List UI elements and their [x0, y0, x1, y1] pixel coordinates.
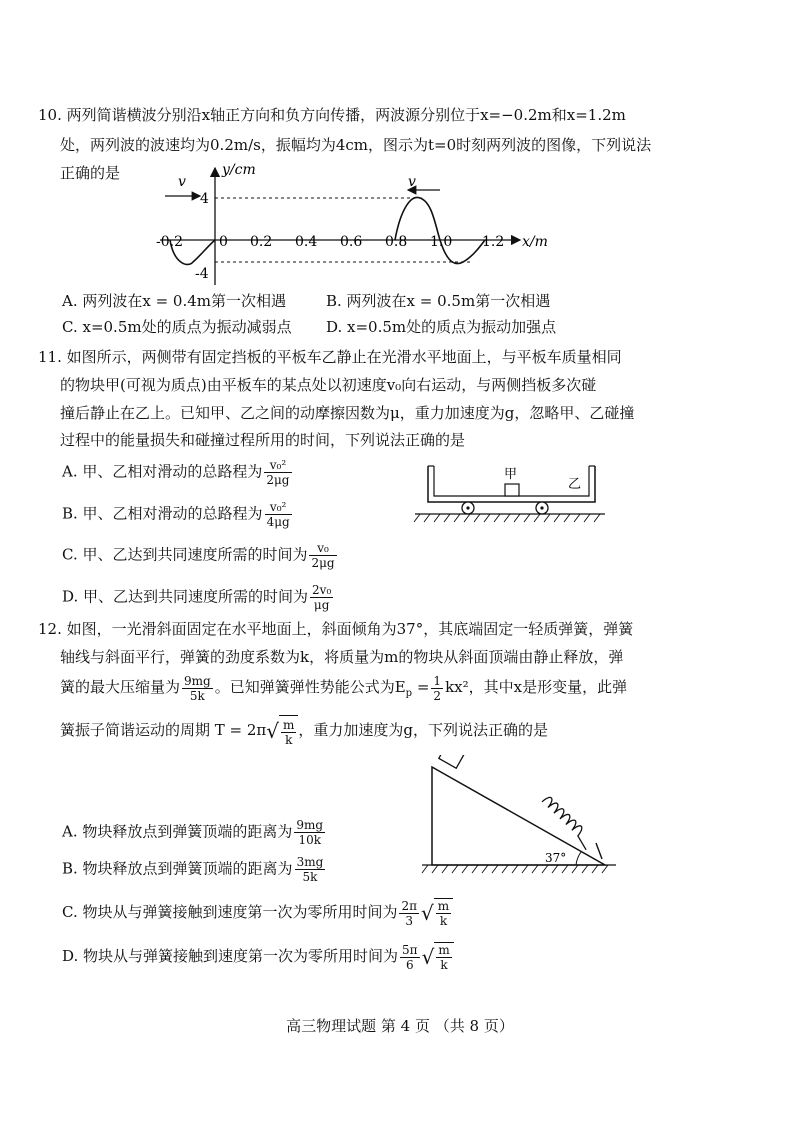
q12-line4: 簧振子简谐运动的周期 T = 2π√ $\frac{m}{k}$ ，重力加速度为g，下列说法正确的是: [60, 715, 548, 747]
q12-line3: [60, 673, 627, 708]
frac-den: k: [439, 914, 448, 928]
q11-option-b: [62, 500, 294, 529]
q11-line1: 11. 如图所示，两侧带有固定挡板的平板车乙静止在光滑水平地面上，与平板车质量相同: [38, 348, 622, 366]
frac-num: 9mg: [184, 673, 211, 688]
frac-den: 6: [405, 957, 414, 972]
option-text: D. 物块从与弹簧接触到速度第一次为零所用时间为: [62, 947, 399, 965]
v-right-label: v: [408, 174, 416, 190]
v-left-label: v: [178, 174, 186, 190]
frac-num: v₀²: [265, 500, 292, 515]
x-tick-label: 1.0: [430, 234, 453, 250]
frac-den: 2: [433, 688, 442, 703]
q12-option-d: D. 物块从与弹簧接触到速度第一次为零所用时间为 $\frac{5\pi}{6}$ √ $\frac{m}{k}$: [62, 942, 454, 972]
sliding-block: [439, 755, 464, 768]
frac-num: 9mg: [296, 818, 324, 832]
q12-option-b: [62, 855, 327, 884]
q12-incline-figure: [420, 755, 620, 875]
angle-label: 37°: [545, 851, 567, 865]
text-segment: kx²，其中x是形变量，此弹: [445, 678, 628, 696]
frac-den: 4μg: [266, 515, 290, 529]
block-jia-label: 甲: [504, 467, 518, 482]
option-text: C. 物块从与弹簧接触到速度第一次为零所用时间为: [62, 903, 398, 921]
option-text: C. 甲、乙达到共同速度所需的时间为: [62, 545, 308, 564]
q10-line1: 10. 两列简谐横波分别沿x轴正方向和负方向传播，两波源分别位于x=−0.2m和x=1.2m: [38, 106, 626, 124]
frac-den: k: [440, 958, 448, 972]
frac-den: μg: [313, 598, 330, 612]
q10-wave-graph: [150, 160, 570, 290]
q11-line2: 的物块甲(可视为质点)由平板车的某点处以初速度v₀向右运动，与两侧挡板多次碰: [60, 376, 597, 394]
q10-option-d: D. x=0.5m处的质点为振动加强点: [326, 318, 557, 336]
frac-num: m: [438, 943, 450, 957]
page-footer: 高三物理试题 第 4 页 （共 8 页）: [286, 1017, 514, 1035]
x-tick-label: 0.8: [385, 234, 408, 250]
cart-yi-label: 乙: [568, 477, 582, 492]
q12-line2: 轴线与斜面平行，弹簧的劲度系数为k，将质量为m的物块从斜面顶端由静止释放，弹: [60, 648, 624, 666]
frac-num: m: [437, 899, 450, 913]
option-text: B. 甲、乙相对滑动的总路程为: [62, 504, 263, 523]
q10-line3: 正确的是: [60, 164, 121, 182]
frac-den: 10k: [298, 833, 321, 847]
y-axis-label: y/cm: [222, 162, 256, 178]
text-segment: 簧振子简谐运动的周期 T = 2π: [60, 721, 267, 739]
frac-den: 2μg: [311, 556, 335, 570]
frac-den: 2μg: [266, 473, 290, 487]
frac-num: 2v₀: [312, 583, 332, 597]
q10-option-c: C. x=0.5m处的质点为振动减弱点: [62, 318, 292, 336]
q11-option-c: [62, 541, 339, 570]
incline: [432, 767, 605, 865]
subscript: p: [405, 688, 413, 699]
spring: [532, 795, 600, 850]
text-segment: =: [412, 678, 430, 696]
x-tick-label: 0.4: [295, 234, 318, 250]
q12-option-c: C. 物块从与弹簧接触到速度第一次为零所用时间为 $\frac{2\pi}{3}$ √ $\frac{m}{k}$: [62, 898, 453, 928]
q12-line1: 12. 如图，一光滑斜面固定在水平地面上，斜面倾角为37°，其底端固定一轻质弹簧，弹簧: [38, 620, 634, 638]
x-tick-label: 0.2: [250, 234, 273, 250]
q11-option-a: [62, 458, 294, 487]
frac-den: k: [285, 732, 293, 747]
text-segment: 。已知弹簧弹性势能公式为E: [214, 678, 406, 696]
frac-num: 5π: [402, 942, 418, 957]
x-tick-label: -0.2: [156, 234, 183, 250]
option-text: A. 甲、乙相对滑动的总路程为: [62, 462, 263, 481]
y-top-label: 4: [200, 191, 209, 207]
frac-num: 3mg: [296, 855, 324, 869]
block-jia: [505, 484, 519, 496]
q10-option-a: A. 两列波在x = 0.4m第一次相遇: [62, 292, 287, 310]
frac-den: 5k: [302, 870, 318, 884]
q11-line4: 过程中的能量损失和碰撞过程所用的时间，下列说法正确的是: [60, 431, 466, 449]
right-wave: [395, 197, 485, 263]
q11-option-d: [62, 583, 335, 612]
frac-num: 2π: [401, 898, 418, 913]
text-segment: ，重力加速度为g，下列说法正确的是: [298, 721, 549, 739]
frac-den: 3: [405, 913, 414, 928]
frac-num: v₀: [309, 541, 336, 556]
q12-option-a: [62, 818, 327, 847]
frac-num: v₀²: [264, 458, 291, 473]
x-tick-label: 0: [219, 234, 228, 250]
frac-num: m: [283, 717, 295, 732]
option-text: D. 甲、乙达到共同速度所需的时间为: [62, 587, 309, 606]
frac-den: 5k: [189, 688, 205, 703]
q10-option-b: B. 两列波在x = 0.5m第一次相遇: [326, 292, 551, 310]
text-segment: 簧的最大压缩量为: [60, 678, 181, 696]
x-tick-label: 1.2: [482, 234, 505, 250]
q11-line3: 撞后静止在乙上。已知甲、乙之间的动摩擦因数为μ，重力加速度为g，忽略甲、乙碰撞: [60, 404, 635, 422]
y-bottom-label: -4: [195, 266, 209, 282]
frac-num: 1: [433, 673, 442, 688]
option-text: B. 物块释放点到弹簧顶端的距离为: [62, 859, 293, 878]
x-tick-label: 0.6: [340, 234, 363, 250]
x-axis-label: x/m: [522, 234, 548, 250]
option-text: A. 物块释放点到弹簧顶端的距离为: [62, 822, 293, 841]
q11-cart-figure: [410, 458, 610, 528]
q10-line2: 处，两列波的波速均为0.2m/s，振幅均为4cm，图示为t=0时刻两列波的图像，下列说法: [60, 136, 652, 154]
